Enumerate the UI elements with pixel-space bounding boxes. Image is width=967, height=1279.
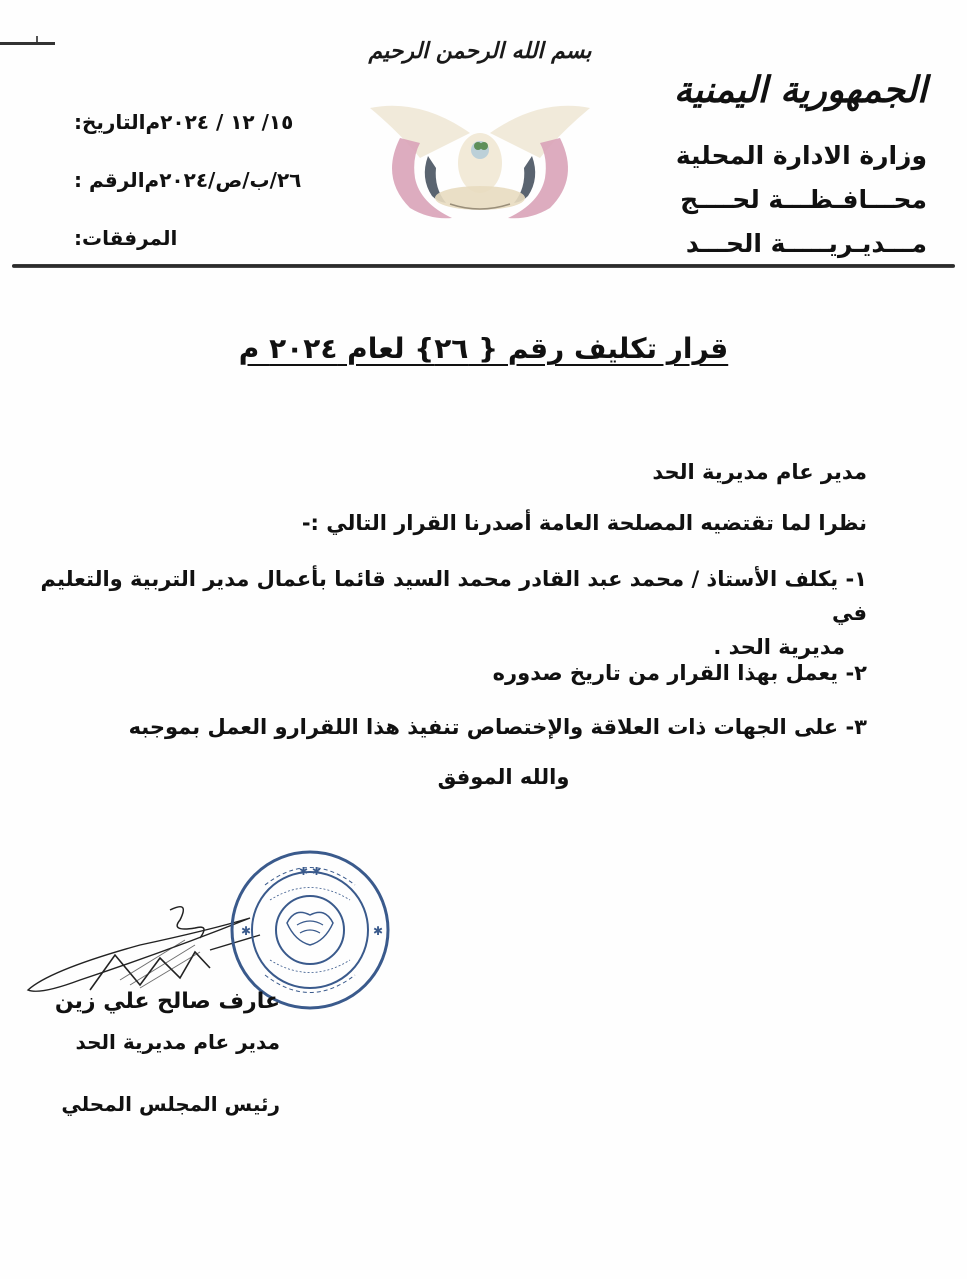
coat-of-arms-icon: [360, 38, 600, 228]
governorate-name: محـــافـظـــة لحــــج: [680, 185, 927, 214]
letterhead-right: [657, 68, 927, 266]
signatory-title: مدير عام مديرية الحد: [75, 1030, 280, 1054]
date-row: [60, 110, 360, 168]
signatory-name: عارف صالح علي زين: [54, 989, 280, 1014]
signature-block: [30, 985, 280, 1121]
decision-item-1-text: ١- يكلف الأستاذ / محمد عبد القادر محمد السيد قائما بأعمال مدير التربية والتعليم في: [40, 567, 867, 625]
emblem: [360, 38, 600, 228]
svg-text:✱: ✱: [241, 924, 252, 938]
closing-phrase: والله الموفق: [437, 765, 570, 789]
attachments-label: المرفقات:: [74, 226, 178, 250]
decision-item-1: [37, 562, 867, 664]
header-divider: [12, 264, 955, 268]
signatory-role: رئيس المجلس المحلي: [61, 1092, 280, 1116]
basmala: بسم الله الرحمن الرحيم: [368, 38, 592, 64]
letterhead-left: [60, 110, 360, 284]
number-label: الرقم :: [74, 168, 145, 192]
date-value: ١٥/ ١٢ / ٢٠٢٤م: [145, 110, 294, 134]
decision-item-3: ٣- على الجهات ذات العلاقة والإختصاص تنفيذ هذا اللقرارو العمل بموجبه: [128, 715, 867, 739]
svg-text:✱ ✱: ✱ ✱: [298, 865, 322, 878]
decision-title: [0, 332, 967, 365]
number-row: [60, 168, 360, 226]
district-name: مـــديـريـــــة الحـــد: [685, 229, 927, 258]
addressee: مدير عام مديرية الحد: [652, 460, 867, 484]
republic-name: الجمهورية اليمنية: [673, 69, 927, 111]
decision-title-text: قرار تكليف رقم { ٢٦} لعام ٢٠٢٤ م: [238, 332, 729, 365]
svg-text:✱: ✱: [373, 924, 384, 938]
corner-mark: [0, 42, 55, 45]
number-value: ٢٦/ب/ص/٢٠٢٤م: [144, 168, 302, 192]
attachments-row: [60, 226, 360, 284]
decision-item-2: ٢- يعمل بهذا القرار من تاريخ صدوره: [492, 661, 867, 685]
intro-paragraph: نظرا لما تقتضيه المصلحة العامة أصدرنا القرار التالي :-: [301, 511, 867, 535]
date-label: التاريخ:: [74, 110, 146, 134]
decision-item-1-continuation: مديرية الحد .: [713, 635, 845, 659]
ministry-name: وزارة الادارة المحلية: [675, 141, 927, 170]
